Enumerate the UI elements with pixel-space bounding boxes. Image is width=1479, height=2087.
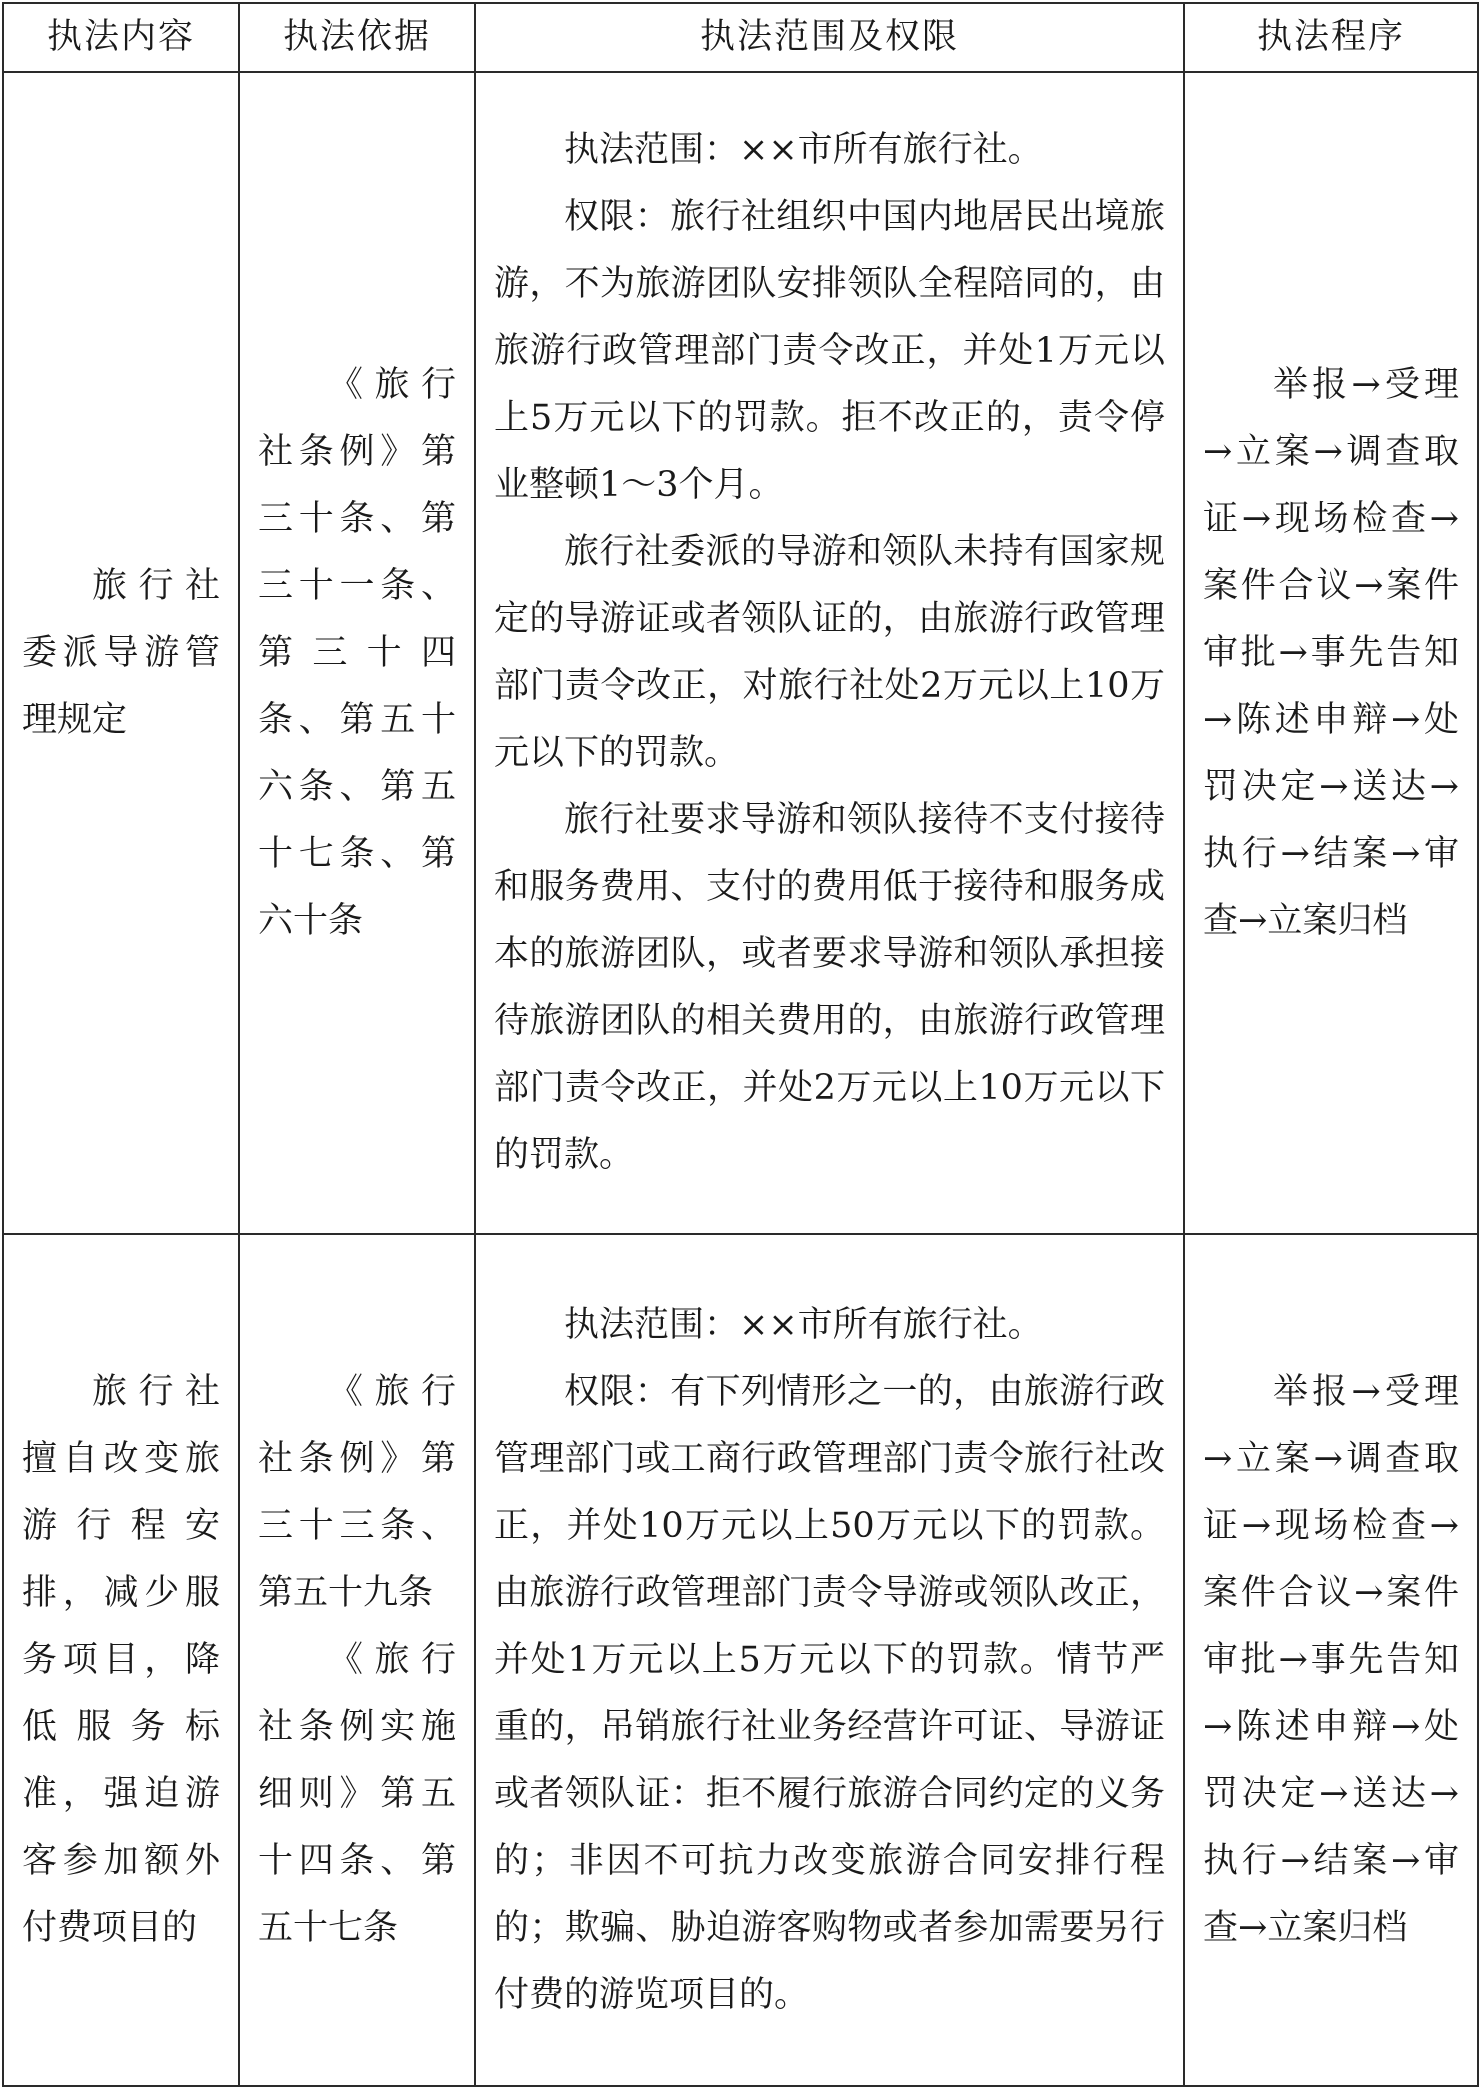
scope-paragraph: 旅行社委派的导游和领队未持有国家规定的导游证或者领队证的，由旅游行政管理部门责令改正，对旅行社处2万元以上10万元以下的罚款。 — [494, 532, 1165, 773]
header-basis: 执法依据 — [239, 3, 475, 72]
scope-paragraph: 权限：有下列情形之一的，由旅游行政管理部门或工商行政管理部门责令旅行社改正，并处10万元以上50万元以下的罚款。由旅游行政管理部门责令导游或领队改正，并处1万元以上5万元以下的罚款。情节严重的，吊销旅行社业务经营许可证、导游证或者领队证：拒不履行旅游合同约定的义务的；非因不可抗力改变旅游合同安排行程的；欺骗、胁迫游客购物或者参加需要另行付费的游览项目的。 — [494, 1371, 1165, 2015]
procedure-cell — [1184, 72, 1478, 1234]
scope-cell — [475, 72, 1184, 1234]
header-content: 执法内容 — [3, 3, 239, 72]
scope-paragraph: 权限：旅行社组织中国内地居民出境旅游，不为旅游团队安排领队全程陪同的，由旅游行政管理部门责令改正，并处1万元以上5万元以下的罚款。拒不改正的，责令停业整顿1～3个月。 — [494, 197, 1165, 505]
scope-paragraph: 旅行社要求导游和领队接待不支付接待和服务费用、支付的费用低于接待和服务成本的旅游团队，或者要求导游和领队承担接待旅游团队的相关费用的，由旅游行政管理部门责令改正，并处2万元以上10万元以下的罚款。 — [494, 800, 1165, 1175]
basis-cell — [239, 1234, 475, 2086]
content-cell — [3, 72, 239, 1234]
table-row — [3, 1234, 1478, 2086]
content-text: 旅行社委派导游管理规定 — [22, 565, 220, 740]
scope-paragraph: 执法范围：××市所有旅行社。 — [564, 1304, 1043, 1345]
scope-cell — [475, 1234, 1184, 2086]
header-scope: 执法范围及权限 — [475, 3, 1184, 72]
header-row — [3, 3, 1478, 72]
basis-text: 《旅行社条例》第三十三条、第五十九条 — [258, 1371, 456, 1613]
basis-text: 《旅行社条例实施细则》第五十四条、第五十七条 — [258, 1639, 456, 1948]
table-row — [3, 72, 1478, 1234]
content-text: 旅行社擅自改变旅游行程安排，减少服务项目，降低服务标准，强迫游客参加额外付费项目的 — [22, 1371, 220, 1948]
enforcement-table — [2, 2, 1479, 2087]
procedure-cell — [1184, 1234, 1478, 2086]
basis-cell — [239, 72, 475, 1234]
basis-text: 《旅行社条例》第三十条、第三十一条、第三十四条、第五十六条、第五十七条、第六十条 — [258, 364, 456, 941]
procedure-text: 举报→受理→立案→调查取证→现场检查→案件合议→案件审批→事先告知→陈述申辩→处罚决定→送达→执行→结案→审查→立案归档 — [1203, 1371, 1459, 1948]
scope-paragraph: 执法范围：××市所有旅行社。 — [564, 130, 1043, 170]
procedure-text: 举报→受理→立案→调查取证→现场检查→案件合议→案件审批→事先告知→陈述申辩→处罚决定→送达→执行→结案→审查→立案归档 — [1203, 364, 1459, 941]
header-procedure: 执法程序 — [1184, 3, 1478, 72]
content-cell — [3, 1234, 239, 2086]
